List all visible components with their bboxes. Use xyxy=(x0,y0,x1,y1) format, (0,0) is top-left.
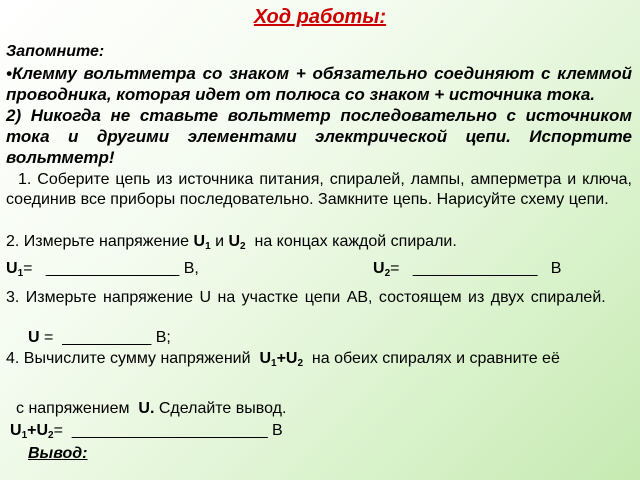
bullet-icon: • xyxy=(6,64,12,83)
step-2-suffix: на концах каждой спирали. xyxy=(254,233,457,250)
u2-symbol: $U_2$ xyxy=(228,233,246,252)
measure-u1: $U_1=$ _______________ В, xyxy=(6,260,199,279)
rule-1 xyxy=(6,63,632,105)
conclusion-label: Вывод: xyxy=(28,445,88,462)
step-3: 3. Измерьте напряжение U на участке цепи АВ, состоящем из двух спиралей. xyxy=(6,289,606,306)
step-4: 4. Вычислите сумму напряжений $U_1+U_2$ на обеих спиралях и сравните её xyxy=(6,350,560,369)
measure-u2: $U_2=$ ______________ В xyxy=(373,260,562,279)
step-4-continued: с напряжением U. Сделайте вывод. xyxy=(16,400,287,417)
remember-heading: Запомните: xyxy=(6,43,105,60)
step-2-and: и xyxy=(215,233,225,250)
page-title: Ход работы: xyxy=(253,6,387,28)
step-2-prefix: 2. Измерьте напряжение xyxy=(6,233,190,250)
rule-2: 2) Никогда не ставьте вольтметр последовательно с источником тока и другими элементами электрической цепи. Испортите вольтметр! xyxy=(6,106,632,167)
sum-blank[interactable]: ______________________ xyxy=(71,422,268,439)
sum-expression: $U_1+U_2$ xyxy=(259,350,304,369)
step-1: 1. Соберите цепь из источника питания, спиралей, лампы, амперметра и ключа, соединив все приборы последовательно. Замкните цепь. Нарисуйте схему цепи. xyxy=(6,171,632,208)
sum-measure: $U_1+U_2=$ ______________________ В xyxy=(10,422,283,441)
u1-blank[interactable]: _______________ xyxy=(45,260,180,277)
rule-1-text: Клемму вольтметра со знаком + обязательно соединяют с клеммой проводника, которая идет от полюса со знаком + источника тока. xyxy=(6,64,632,104)
u-blank[interactable]: __________ xyxy=(62,329,152,346)
u2-blank[interactable]: ______________ xyxy=(412,260,538,277)
u1-symbol: $U_1$ xyxy=(193,233,211,252)
measure-u: U = __________ В; xyxy=(28,329,171,346)
step-2 xyxy=(6,233,457,251)
